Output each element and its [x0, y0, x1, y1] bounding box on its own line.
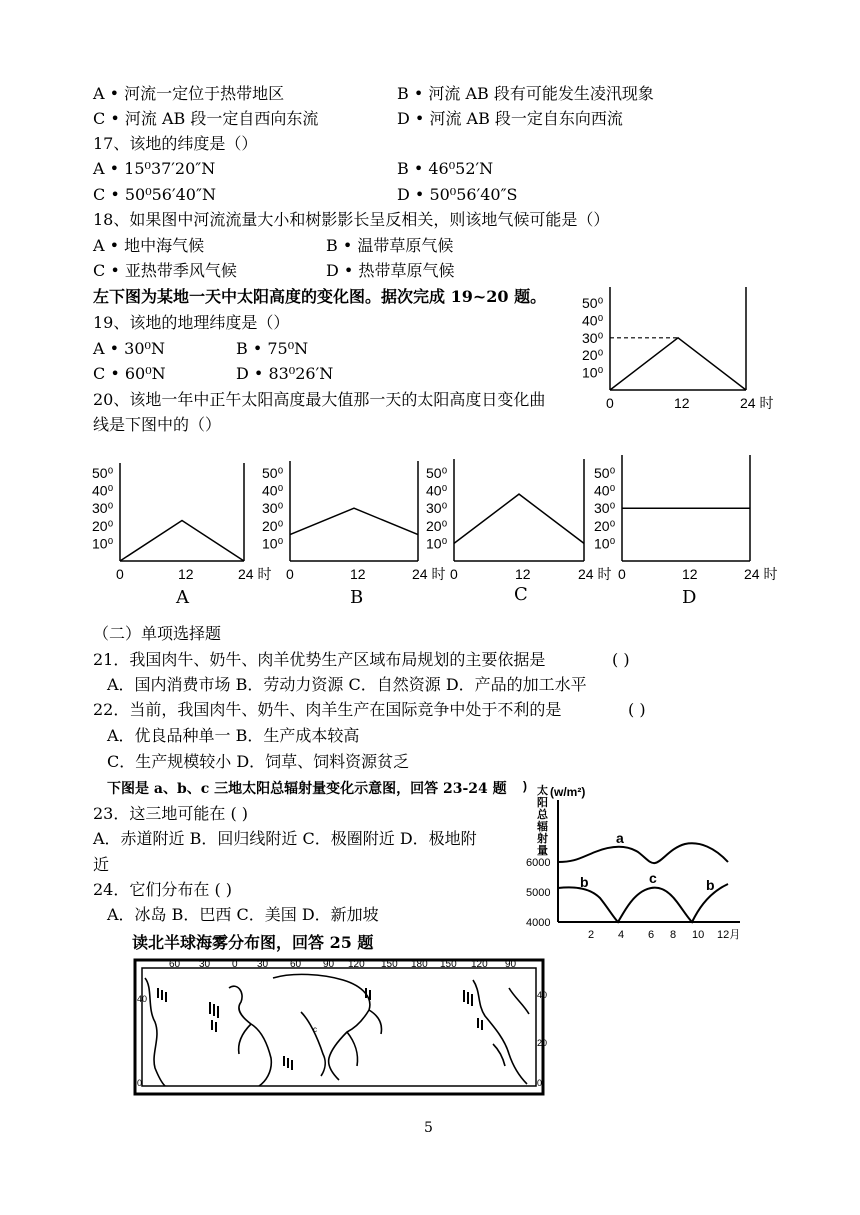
svg-text:120: 120	[348, 959, 365, 970]
rad-unit: (w/m²)	[550, 785, 586, 799]
rad-x-tick-10: 10	[692, 929, 705, 941]
q17-option-c: C • 50⁰56′40″N	[93, 185, 216, 204]
panel-c-x-tick-24: 24 时	[578, 566, 612, 582]
svg-text:180: 180	[411, 959, 428, 970]
q21-bracket: ( )	[612, 650, 630, 669]
q23-options-line1: A．赤道附近 B．回归线附近 C．极圈附近 D．极地附	[93, 829, 477, 848]
svg-text:120: 120	[471, 959, 488, 970]
panel-c-x-tick-0: 0	[450, 566, 458, 582]
svg-text:量: 量	[537, 845, 548, 857]
panel-d-y-tick-10: 10⁰	[594, 535, 616, 552]
panel-c-y-tick-10: 10⁰	[426, 535, 448, 552]
panel-a-x-tick-12: 12	[178, 566, 194, 582]
panel-d-x-tick-0: 0	[618, 566, 626, 582]
rad-x-tick-2: 2	[588, 929, 595, 941]
q17-stem: 17、该地的纬度是（）	[93, 134, 258, 153]
intro-23-24: 下图是 a、b、c 三地太阳总辐射量变化示意图，回答 23-24 题	[107, 781, 507, 797]
panel-d-y-tick-20: 20⁰	[594, 517, 616, 534]
svg-text:30: 30	[257, 959, 269, 970]
main-y-tick-20: 20⁰	[582, 347, 604, 364]
q16-option-b: B • 河流 AB 段有可能发生凌汛现象	[397, 84, 654, 103]
panel-b-x-tick-24: 24 时	[412, 566, 446, 582]
main-x-tick-12: 12	[674, 395, 690, 411]
intro-25: 读北半球海雾分布图，回答 25 题	[132, 933, 374, 952]
panel-d-y-tick-30: 30⁰	[594, 500, 616, 517]
svg-text:20: 20	[537, 1038, 548, 1048]
q19-option-a: A • 30⁰N	[93, 339, 165, 358]
q22-options-cd: C．生产规模较小 D．饲草、饲料资源贫乏	[107, 752, 410, 771]
panel-label-b: B	[350, 587, 364, 608]
panel-b-x-tick-0: 0	[286, 566, 294, 582]
main-x-tick-0: 0	[606, 395, 614, 411]
panel-b-altitude-line	[290, 508, 418, 534]
sun-altitude-main-chart	[578, 285, 778, 415]
panel-label-d: D	[682, 587, 697, 608]
panel-a-y-tick-10: 10⁰	[92, 535, 114, 552]
q24-stem: 24．它们分布在 ( )	[93, 880, 233, 899]
svg-text:40: 40	[537, 990, 548, 1000]
map-small-c-mark: c	[313, 1025, 317, 1034]
panel-a-altitude-line	[120, 521, 244, 561]
rad-bracket: )	[523, 779, 527, 793]
q23-stem: 23．这三地可能在 ( )	[93, 804, 249, 823]
rad-y-tick-5000: 5000	[526, 887, 551, 899]
svg-text:30: 30	[199, 959, 211, 970]
panel-a-y-tick-50: 50⁰	[92, 465, 114, 481]
main-y-tick-10: 10⁰	[582, 364, 604, 381]
svg-text:辐: 辐	[537, 821, 548, 833]
sun-altitude-panel-a	[88, 455, 272, 582]
q19-option-d: D • 83⁰26′N	[236, 364, 334, 383]
rad-x-tick-8: 8	[670, 929, 677, 941]
q19-option-c: C • 60⁰N	[93, 364, 166, 383]
panel-a-y-tick-30: 30⁰	[92, 500, 114, 517]
q24-options: A．冰岛 B．巴西 C．美国 D．新加坡	[107, 905, 379, 924]
main-y-tick-30: 30⁰	[582, 329, 604, 346]
sun-altitude-panel-b	[258, 455, 446, 582]
rad-x-tick-6: 6	[648, 929, 655, 941]
panel-c-y-tick-20: 20⁰	[426, 517, 448, 534]
rad-label-b-right: b	[706, 877, 715, 893]
panel-b-y-tick-40: 40⁰	[262, 482, 284, 499]
svg-text:40: 40	[137, 994, 148, 1004]
svg-text:射: 射	[537, 833, 548, 845]
panel-c-altitude-line	[454, 494, 584, 543]
q17-option-d: D • 50⁰56′40″S	[397, 185, 518, 204]
panel-c-y-tick-30: 30⁰	[426, 500, 448, 517]
panel-label-c: C	[514, 584, 528, 605]
panel-label-a: A	[176, 587, 189, 608]
svg-text:0: 0	[232, 959, 238, 970]
rad-label-a: a	[616, 830, 624, 846]
q18-stem: 18、如果图中河流流量大小和树影影长呈反相关，则该地气候可能是（）	[93, 210, 610, 229]
intro-19-20: 左下图为某地一天中太阳高度的变化图。据次完成 19~20 题。	[93, 287, 547, 306]
q18-option-c: C • 亚热带季风气候	[93, 261, 237, 280]
q23-options-line2: 近	[93, 855, 110, 874]
panel-a-y-tick-40: 40⁰	[92, 482, 114, 499]
q16-option-d: D • 河流 AB 段一定自东向西流	[397, 109, 623, 128]
q19-option-b: B • 75⁰N	[236, 339, 309, 358]
q22-options-ab: A．优良品种单一 B．生产成本较高	[107, 726, 360, 745]
svg-text:90: 90	[323, 959, 335, 970]
rad-y-tick-4000: 4000	[526, 917, 551, 929]
sun-altitude-panel-d	[590, 455, 778, 582]
panel-d-y-tick-40: 40⁰	[594, 482, 616, 499]
svg-text:总: 总	[537, 809, 548, 821]
panel-a-y-tick-20: 20⁰	[92, 517, 114, 534]
panel-b-x-tick-12: 12	[350, 566, 366, 582]
panel-b-y-tick-50: 50⁰	[262, 465, 284, 481]
q17-option-b: B • 46⁰52′N	[397, 159, 494, 178]
q16-option-a: A • 河流一定位于热带地区	[93, 84, 285, 103]
q21-stem: 21．我国肉牛、奶牛、肉羊优势生产区域布局规划的主要依据是	[93, 650, 546, 669]
rad-x-tick-12: 12月	[717, 929, 741, 941]
section-title: （二）单项选择题	[93, 624, 222, 643]
rad-y-tick-6000: 6000	[526, 857, 551, 869]
panel-a-x-tick-24: 24 时	[238, 566, 272, 582]
panel-b-y-tick-30: 30⁰	[262, 500, 284, 517]
svg-text:阳: 阳	[537, 797, 548, 809]
panel-a-x-tick-0: 0	[116, 566, 124, 582]
panel-d-y-tick-50: 50⁰	[594, 465, 616, 481]
q22-stem: 22．当前，我国肉牛、奶牛、肉羊生产在国际竞争中处于不利的是	[93, 700, 562, 719]
main-x-tick-24: 24 时	[740, 395, 774, 411]
rad-label-b-left: b	[580, 874, 589, 890]
panel-b-y-tick-20: 20⁰	[262, 517, 284, 534]
main-y-tick-40: 40⁰	[582, 312, 604, 329]
sun-altitude-panel-c	[422, 455, 612, 582]
q18-option-b: B • 温带草原气候	[326, 236, 454, 255]
page-number: 5	[424, 1120, 433, 1136]
q20-stem-line1: 20、该地一年中正午太阳高度最大值那一天的太阳高度日变化曲	[93, 390, 546, 409]
svg-text:太: 太	[537, 785, 548, 797]
svg-text:90: 90	[505, 959, 517, 970]
sea-fog-map	[133, 958, 546, 1098]
svg-text:150: 150	[440, 959, 457, 970]
panel-d-x-tick-24: 24 时	[744, 566, 778, 582]
main-altitude-line	[610, 338, 746, 390]
svg-text:0: 0	[137, 1078, 143, 1088]
rad-curve-a	[558, 843, 728, 863]
main-y-tick-50: 50⁰	[582, 295, 604, 311]
panel-c-x-tick-12: 12	[515, 566, 531, 582]
q22-bracket: ( )	[628, 700, 646, 719]
panel-b-y-tick-10: 10⁰	[262, 535, 284, 552]
svg-text:60: 60	[169, 959, 181, 970]
rad-label-c: c	[649, 870, 657, 886]
q17-option-a: A • 15⁰37′20″N	[93, 159, 216, 178]
svg-text:0: 0	[537, 1078, 543, 1088]
q20-stem-line2: 线是下图中的（）	[93, 415, 222, 434]
q21-options: A．国内消费市场 B．劳动力资源 C．自然资源 D．产品的加工水平	[107, 675, 587, 694]
svg-text:60: 60	[290, 959, 302, 970]
panel-c-y-tick-40: 40⁰	[426, 482, 448, 499]
rad-x-tick-4: 4	[618, 929, 625, 941]
q18-option-d: D • 热带草原气候	[326, 261, 455, 280]
panel-d-x-tick-12: 12	[682, 566, 698, 582]
solar-radiation-chart	[520, 780, 755, 945]
q16-option-c: C • 河流 AB 段一定自西向东流	[93, 109, 319, 128]
panel-c-y-tick-50: 50⁰	[426, 465, 448, 481]
q18-option-a: A • 地中海气候	[93, 236, 205, 255]
q19-stem: 19、该地的地理纬度是（）	[93, 313, 290, 332]
rad-y-title	[536, 783, 549, 857]
svg-text:150: 150	[381, 959, 398, 970]
